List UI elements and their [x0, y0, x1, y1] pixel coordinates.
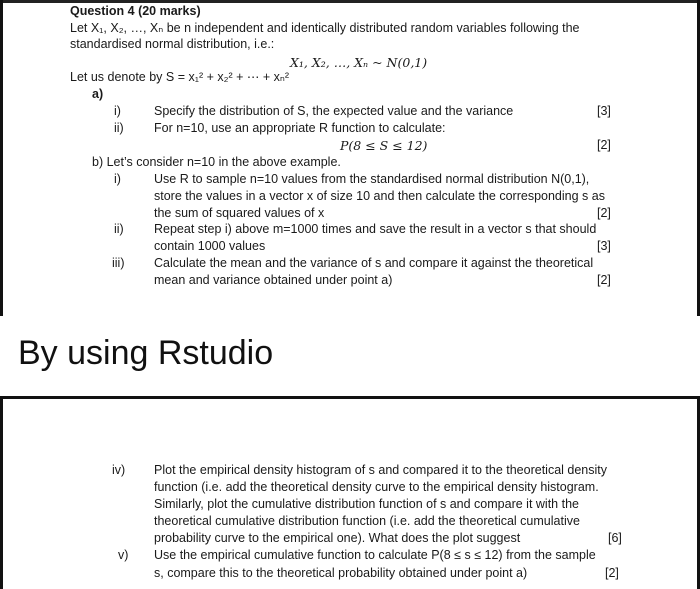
distribution-formula: X₁, X₂, …, Xₙ ~ N(0,1)	[290, 55, 428, 70]
intro-line: Let X₁, X₂, …, Xₙ be n independent and identically distributed random variables following the	[70, 21, 580, 35]
item-text: Repeat step i) above m=1000 times and save the result in a vector s that should	[154, 222, 597, 236]
item-number: v)	[118, 548, 129, 562]
item-text: Use R to sample n=10 values from the standardised normal distribution N(0,1),	[154, 172, 590, 186]
top-border	[0, 0, 700, 3]
item-text: Similarly, plot the cumulative distribution function of s and compare it with the	[154, 497, 579, 511]
marks: [2]	[597, 138, 611, 152]
denote-line: Let us denote by S = x₁² + x₂² + ⋯ + xₙ²	[70, 70, 290, 84]
item-text: Use the empirical cumulative function to calculate P(8 ≤ s ≤ 12) from the sample	[154, 548, 596, 562]
question-title: Question 4 (20 marks)	[70, 4, 201, 18]
item-text: theoretical cumulative distribution function (i.e. add the theoretical cumulative	[154, 514, 580, 528]
item-text: contain 1000 values	[154, 239, 266, 253]
item-text: Calculate the mean and the variance of s and compare it against the theoretical	[154, 256, 594, 270]
marks: [3]	[597, 104, 611, 118]
item-text: For n=10, use an appropriate R function to calculate:	[154, 121, 446, 135]
left-border-upper	[0, 0, 3, 316]
part-b-label: b) Let’s consider n=10 in the above example.	[92, 155, 341, 169]
item-text: mean and variance obtained under point a)	[154, 273, 393, 287]
item-text: s, compare this to the theoretical probability obtained under point a)	[154, 566, 528, 580]
item-text: function (i.e. add the theoretical density curve to the empirical density histogram.	[154, 480, 599, 494]
intro-line: standardised normal distribution, i.e.:	[70, 37, 275, 51]
marks: [2]	[597, 206, 611, 220]
item-number: iv)	[112, 463, 126, 477]
item-number: iii)	[112, 256, 125, 270]
probability-formula: P(8 ≤ S ≤ 12)	[340, 138, 428, 153]
item-text: Specify the distribution of S, the expected value and the variance	[154, 104, 514, 118]
item-number: ii)	[114, 121, 124, 135]
marks: [2]	[597, 273, 611, 287]
marks: [2]	[605, 566, 619, 580]
item-number: i)	[114, 104, 121, 118]
caption-heading: By using Rstudio	[18, 334, 274, 372]
part-a-label: a)	[92, 87, 104, 101]
item-text: store the values in a vector x of size 10 and then calculate the corresponding s as	[154, 189, 605, 203]
section-divider	[0, 396, 700, 399]
item-number: ii)	[114, 222, 124, 236]
marks: [6]	[608, 531, 622, 545]
item-text: probability curve to the empirical one). What does the plot suggest	[154, 531, 521, 545]
item-text: Plot the empirical density histogram of s and compared it to the theoretical density	[154, 463, 608, 477]
left-border-lower	[0, 396, 3, 589]
item-text: the sum of squared values of x	[154, 206, 325, 220]
marks: [3]	[597, 239, 611, 253]
item-number: i)	[114, 172, 121, 186]
